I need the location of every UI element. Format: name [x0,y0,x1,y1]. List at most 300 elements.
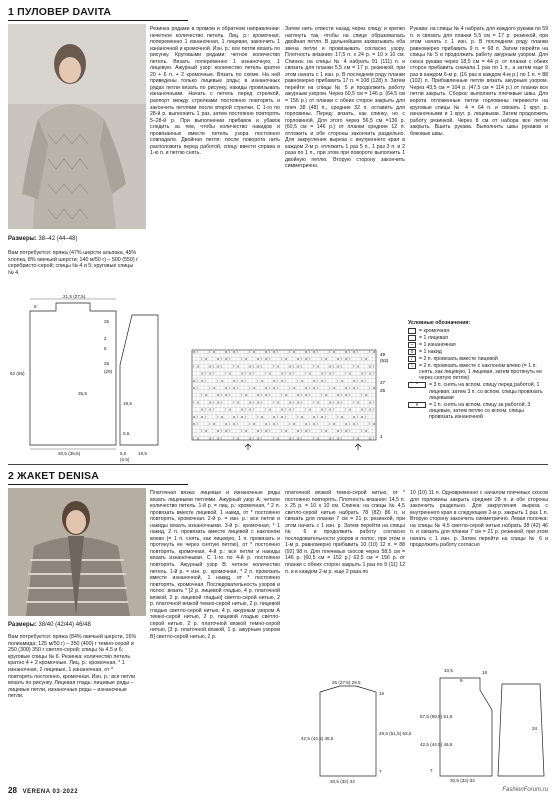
chart-stitch-symbol: o [341,413,344,419]
chart-stitch-symbol: o [345,421,348,426]
chart-stitch-symbol: o [305,421,308,426]
chart-stitch-symbol: \ [361,392,363,398]
schema-label: 21,5 (27,5) [63,294,86,299]
chart-stitch-symbol: / [301,435,303,441]
chart-stitch-symbol: \ [289,385,291,390]
chart-stitch-symbol: / [261,435,263,441]
chart-stitch-symbol: o [237,363,240,369]
chart-stitch-symbol: o [345,392,348,398]
chart-stitch-symbol: \ [361,428,363,434]
chart-stitch-symbol: \ [233,435,235,441]
chart-stitch-symbol: \ [353,363,355,369]
chart-stitch-symbol: / [277,421,279,426]
chart-stitch-symbol: o [313,349,316,354]
chart-stitch-symbol: / [357,377,359,383]
chart-stitch-symbol: o [281,370,284,376]
chart-stitch-symbol: \ [193,435,195,441]
chart-stitch-symbol: / [333,406,335,412]
chart-stitch-symbol: / [261,428,263,434]
chart-stitch-symbol: \ [257,377,259,383]
chart-stitch-symbol: \ [265,406,267,412]
chart-stitch-symbol: o [297,356,300,362]
chart-stitch-symbol: \ [201,356,203,362]
chart-stitch-symbol: \ [241,392,243,398]
chart-stitch-symbol: o [293,421,296,426]
chart-row-label: 49 [380,352,386,357]
chart-stitch-symbol: / [317,377,319,383]
chart-stitch-symbol: / [261,392,263,398]
chart-stitch-symbol: / [349,421,351,426]
chart-stitch-symbol: o [245,356,248,362]
chart-stitch-symbol: \ [193,363,195,369]
chart-stitch-symbol: \ [329,385,331,390]
chart-stitch-symbol: o [293,385,296,390]
chart-stitch-symbol: o [241,370,244,376]
chart-stitch-symbol: \ [353,435,355,441]
chart-stitch-symbol: o [209,435,212,441]
schema-label: 30,5 (32) 33 [450,778,475,783]
chart-stitch-symbol: o [225,392,228,398]
chart-stitch-symbol: / [309,392,311,398]
chart-stitch-symbol: o [337,363,340,369]
chart-stitch-symbol: o [225,428,228,434]
schema-label: 5 [104,346,107,351]
chart-stitch-symbol: o [257,392,260,398]
chart-stitch-symbol: o [193,421,196,426]
chart-stitch-symbol: o [257,428,260,434]
schema-label: 25 [104,361,110,366]
chart-stitch-symbol: \ [289,349,291,354]
chart-stitch-symbol: / [341,435,343,441]
chart-stitch-symbol: \ [313,363,315,369]
chart-stitch-symbol: / [309,349,311,354]
chart-stitch-symbol: / [301,356,303,362]
chart-stitch-symbol: / [341,363,343,369]
chart-stitch-symbol: \ [249,385,251,390]
chart-stitch-symbol: / [333,363,335,369]
chart-stitch-symbol: o [285,428,288,434]
chart-stitch-symbol: o [225,421,228,426]
site-watermark: FashionForum.ru [502,787,548,793]
chart-stitch-symbol: o [301,413,304,419]
chart-stitch-symbol: / [293,406,295,412]
chart-stitch-symbol: o [349,406,352,412]
chart-stitch-symbol: / [229,421,231,426]
text-block: Рукава: на спицы № 4 набрать для каждого рукава по 59 п. и связать для планки 5,5 см = 17 р. резинкой, при этом начать с 1 изн. р. В последнем ряду планки равномерно прибавить 9 п. = 68 п. Затем перейти на спицы № 5 и продолжить работу ажурным узором. Для скоса рукава через 18,5 см = 44 р. от планки с обеих сторон прибавить сначала 1 раз по 1 п., а затем еще 9 раз в каждом 6-м р. (16 раз в каждом 4-м р.) по 1 п. = 88 (102) п. Прибавленные петли вязать ажурным узором. Через 43,5 см = 104 р. (47,5 см = 114 р.) от планки все петли закрыть. Сборка: выполнить плечевые швы. Для ворота отложенные петли горловины перевести на круговые спицы № 4 = 64 п. и связать 1 круг. р. изнаночными и 1 круг. р. лицевыми. Затем продолжить работу резинкой. Через 8 см от набора все петли закрыть. Вшить рукава. Выполнить швы рукавов и боковые швы. [410,26,548,137]
chart-stitch-symbol: / [349,349,351,354]
chart-stitch-symbol: / [229,385,231,390]
column-2-2 [150,490,280,642]
chart-stitch-symbol: / [205,406,207,412]
chart-stitch-symbol: / [253,363,255,369]
chart-stitch-symbol: o [337,356,340,362]
chart-stitch-symbol: o [261,377,264,383]
chart-stitch-symbol: o [249,406,252,412]
chart-stitch-symbol: \ [337,413,339,419]
legend-item [408,363,548,382]
chart-stitch-symbol: o [329,435,332,441]
chart-stitch-symbol: / [373,370,375,376]
chart-stitch-symbol: o [353,349,356,354]
chart-stitch-symbol: / [341,428,343,434]
legend-item [408,328,548,334]
chart-stitch-symbol: o [221,413,224,419]
chart-stitch-symbol: / [213,363,215,369]
chart-stitch-symbol: \ [329,349,331,354]
chart-stitch-symbol: o [345,428,348,434]
chart-stitch-symbol: o [353,377,356,383]
chart-stitch-symbol: \ [369,349,371,354]
chart-stitch-symbol: / [349,385,351,390]
chart-stitch-symbol: o [325,392,328,398]
chart-stitch-symbol: / [221,399,223,405]
materials-text: Вам потребуется: пряжа (84% овечьей шерсти, 16% полиамида; 125 м/50 г) – 350 (400) г темно-серой и 250 (300) 350 г светло-серой; спицы № 4,5 и 6; круговые спицы № 6. Резинка: количество петель кратно 4 + 2 кромочные. Лиц. р.: кромочная, * 1 изнаночная, 2 лицевые, 1 изнаночная, от * повторять постоянно, кромочная. Изн. р.: все петли вязать по рисунку. Лицевая гладь: лицевые ряды – лицевые петли, изнаночные ряды – изнаночные петли. [8,634,137,700]
chart-stitch-symbol: o [253,421,256,426]
chart-stitch-symbol: / [373,363,375,369]
chart-stitch-symbol: \ [281,356,283,362]
chart-stitch-symbol: o [265,392,268,398]
chart-stitch-symbol: o [249,370,252,376]
magazine-name: VERENA 03·2022 [22,789,79,795]
schema-label: (29) [104,369,113,374]
chart-stitch-symbol: / [357,385,359,390]
chart-stitch-symbol: o [209,363,212,369]
chart-stitch-symbol: o [193,385,196,390]
schema-label: 9 [460,678,463,683]
chart-stitch-symbol: o [321,406,324,412]
chart-stitch-symbol: o [329,363,332,369]
chart-stitch-symbol: / [293,435,295,441]
chart-stitch-symbol: o [313,421,316,426]
chart-stitch-symbol: o [217,356,220,362]
chart-stitch-symbol: o [289,435,292,441]
legend-text: = кромочная [419,328,450,335]
chart-stitch-symbol: / [269,356,271,362]
chart-stitch-symbol: o [313,377,316,383]
schema-label: 30,5 (36,5) [58,451,81,456]
chart-stitch-symbol: / [301,363,303,369]
chart-stitch-symbol: o [249,435,252,441]
chart-stitch-symbol: \ [353,399,355,405]
chart-stitch-symbol: / [285,413,287,419]
chart-stitch-symbol: o [237,399,240,405]
chart-stitch-symbol: \ [273,399,275,405]
chart-stitch-symbol: o [213,421,216,426]
chart-stitch-symbol: / [245,413,247,419]
chart-stitch-symbol: / [213,370,215,376]
schema-label: 42,5 (44,5) 46,5 [301,736,334,741]
pattern-schema-2-back [300,680,412,784]
chart-stitch-symbol: o [297,435,300,441]
chart-stitch-symbol: / [317,413,319,419]
chart-row-label: (53) [380,358,389,363]
chart-stitch-symbol: / [277,349,279,354]
chart-stitch-symbol: / [213,399,215,405]
legend-symbol: \ [408,363,416,369]
chart-stitch-symbol: / [205,377,207,383]
chart-stitch-symbol: o [365,356,368,362]
column-1-2 [150,26,280,158]
text-block: платочной вязкой темно-серой нитью, от * постоянно повторять. Плотность вязания: 14,5 п. x 25 р. = 10 x 10 см. Спинка: на спицы № 4,5 светло-серой нитью набрать 78 (82) 86 п. и связать для планки 7 см = 21 р. резинкой, при этом начать с 1 изн. р. Затем перейти на спицы № 6 и продолжить работу согласно последовательности узоров и полос, при этом в 1-м р. равномерно прибавить 10 (10) 12 п. = 88 (92) 98 п. Для плечевых скосов через 58,5 см = 146 р. (60,5 см = 152 р.) 62,5 см = 156 р. от планки с обеих сторон закрыть 1 раз по 9 (11) 12 п. и в каждом 2-м р. еще 2 раза по [285,490,405,575]
chart-stitch-symbol: / [253,435,255,441]
chart-stitch-symbol: \ [297,377,299,383]
chart-stitch-symbol: / [285,406,287,412]
chart-stitch-symbol: / [237,349,239,354]
chart-stitch-symbol: o [361,413,364,419]
chart-stitch-symbol: o [369,406,372,412]
chart-stitch-symbol: o [273,413,276,419]
chart-stitch-symbol: o [309,406,312,412]
legend-symbol: / [408,356,416,362]
chart-stitch-symbol: o [297,392,300,398]
chart-stitch-symbol: o [369,363,372,369]
chart-stitch-symbol: / [221,435,223,441]
chart-stitch-symbol: o [361,377,364,383]
chart-stitch-symbol: o [329,399,332,405]
schema-label: 49,5 (51,5) 53,5 [379,731,412,736]
materials-1 [8,250,138,278]
pattern-schema-2-front [420,660,550,784]
schema-label: 7 [379,769,382,774]
schema-label: 62 (66) [10,371,25,376]
chart-stitch-symbol: o [357,363,360,369]
chart-stitch-symbol: o [353,413,356,419]
legend-symbol: v [408,402,426,408]
sizes-value: 38–42 (44–48) [38,236,78,242]
chart-stitch-symbol: / [277,385,279,390]
chart-stitch-symbol: \ [209,385,211,390]
chart-stitch-symbol: o [297,399,300,405]
chart-stitch-symbol: \ [369,421,371,426]
chart-stitch-symbol: / [261,363,263,369]
chart-stitch-symbol: / [261,356,263,362]
repeat-arrow-right [355,444,361,450]
chart-stitch-symbol: / [373,435,375,441]
chart-row-label: 1 [380,434,383,439]
chart-stitch-symbol: / [253,406,255,412]
text-block: 10 (10) 11 п. Одновременно с началом плечевых скосов для горловины закрыть средние 28 п. и обе стороны закончить раздельно. Для закругления выреза с внутреннего края в следующем 2-м р. закрыть 1 раз 1 п. Вторую сторону закончить симметрично. Левая полочка: на спицы № 4,5 светло-серой нитью набрать 38 (42) 46 п. и связать для планки 7 см = 21 р. резинкой, при этом начать с 1 изн. р. Затем перейти на спицы № 6 и продолжить работу согласно [410,490,548,549]
chart-stitch-symbol: o [365,392,368,398]
chart-stitch-symbol: \ [289,421,291,426]
text-block: Резинка рядами в прямом и обратном направлении: нечетное количество петель. Лиц. р.: кромочная, попеременно 1 изнаночная, 1 лицевая, закончить 1 изнаночной и кромочной. Изн. р.: все петли вязать по рисунку. Круговыми рядами: четное количество петель. Вязать попеременно 1 изнаночную, 1 лицевую. Ажурный узор: количество петель кратно 20 + 6 п. + 2 кромочные. Вязать по схеме. На ней приведены только лицевые ряды; в изнаночных рядах петли вязать по рисунку, накиды провязывать изнаночными. Начать с петель перед стрелкой, раппорт между стрелками постоянно повторять и закончить петлями после второй стрелки. С 1-го по 28-й р. выполнить 1 раз, затем постоянно повторять 5–28-й р. При выполнении прибавок и убавок следить за тем, чтобы количество накидов и провязанных вместе петель узора постоянно совпадало. Двойная петля: после поворота нить расположить перед работой, спицу ввести справа в 1-ю п. и петлю снять. [150,26,280,157]
chart-row-label: 25 [380,388,386,393]
chart-stitch-symbol: \ [217,413,219,419]
chart-stitch-symbol: o [345,356,348,362]
schema-label: 18,5 [123,401,132,406]
legend-text: = 2 п. провязать вместе лицевой [419,355,498,362]
chart-stitch-symbol: / [229,349,231,354]
chart-stitch-symbol: / [269,385,271,390]
legend-text: = 1 накид [419,348,442,355]
chart-stitch-symbol: o [277,363,280,369]
schema-label: (5,5) [120,457,130,462]
chart-stitch-symbol: o [265,349,268,354]
chart-stitch-symbol: o [201,406,204,412]
chart-stitch-symbol: o [305,349,308,354]
schema-label: 34 [532,726,538,731]
chart-stitch-symbol: o [249,363,252,369]
chart-stitch-symbol: o [345,349,348,354]
chart-stitch-symbol: o [293,349,296,354]
chart-stitch-symbol: o [265,428,268,434]
chart-stitch-symbol: o [273,377,276,383]
chart-stitch-symbol: o [225,385,228,390]
chart-stitch-symbol: \ [257,413,259,419]
chart-stitch-symbol: o [329,406,332,412]
chart-stitch-symbol: \ [337,377,339,383]
chart-stitch-symbol: / [357,349,359,354]
chart-stitch-symbol: o [289,406,292,412]
chart-stitch-symbol: / [285,377,287,383]
chart-row-label: 27 [380,380,386,385]
chart-stitch-symbol: o [369,435,372,441]
chart-stitch-symbol: / [285,370,287,376]
chart-stitch-symbol: o [245,392,248,398]
chart-stitch-symbol: / [213,406,215,412]
chart-stitch-symbol: / [237,385,239,390]
chart-stitch-symbol: / [357,421,359,426]
chart-stitch-symbol: / [269,428,271,434]
chart-stitch-symbol: o [313,385,316,390]
chart-stitch-symbol: o [249,399,252,405]
chart-stitch-symbol: \ [297,413,299,419]
chart-stitch-symbol: o [261,413,264,419]
chart-stitch-symbol: / [357,413,359,419]
chart-stitch-symbol: / [309,428,311,434]
chart-stitch-symbol: o [233,377,236,383]
chart-stitch-symbol: o [229,370,232,376]
schema-label: 2 [104,336,107,341]
chart-stitch-symbol: o [297,363,300,369]
chart-stitch-symbol: o [337,428,340,434]
text-block: Платочная вязка: лицевые и изнаночные ряды вязать лицевыми петлями. Ажурный узор А: четное количество петель. 1-й р. = лиц. р.: кромочная, * 2 п. провязать вместе лицевой, 1 накид, от * постоянно повторять, кромочная. 2-й р. = изн. р.: все петли и накиды вязать изнаночными. 3-й р.: кромочная, * 1 накид, 2 п. провязать вместе лицевой с наклоном влево (= 1 п. снять, как лицевую, 1 п. провязать и протянуть ее через снятую петлю), от * постоянно повторять, кромочная. 4-й р.: все петли и накиды вязать изнаночными. С 1-го по 4-й р. постоянно повторять. Ажурный узор В: четное количество петель. 1-й р. = изн. р.: кромочная, * 2 п. провязать вместе изнаночной, 1 накид, от * постоянно повторять, кромочная. Последовательность узоров и полос: вязать * [2 р. лицевой гладью, 4 р. платочной вязкой, 2 р. лицевой гладью] светло-серой нитью, 2 р. платочной вязкой темно-серой нитью, 2 р. лицевой гладью светло-серой нитью, 4 р. ажурным узором А темно-серой нитью, 2 р. лицевой гладью светло-серой нитью, 2 р. платочной вязкой темно-серой нитью, [3 р. платочной вязкой, 1 р. ажурным узором В] светло-серой нитью, 2 р. [150,490,280,641]
chart-stitch-symbol: o [265,356,268,362]
chart-stitch-symbol: o [317,399,320,405]
chart-stitch-symbol: / [365,370,367,376]
chart-stitch-symbol: o [325,428,328,434]
chart-stitch-symbol: o [201,413,204,419]
repeat-arrow-left [245,444,251,450]
chart-stitch-symbol: o [265,385,268,390]
chart-stitch-symbol: / [325,413,327,419]
chart-stitch-symbol: o [373,385,376,390]
chart-stitch-symbol: / [325,406,327,412]
column-1-3 [285,26,405,171]
legend-symbol: ^ [408,382,426,388]
materials-2 [8,634,138,702]
column-2-3 [285,490,405,576]
chart-stitch-symbol: o [289,363,292,369]
legend-item [408,402,548,421]
chart-stitch-symbol: \ [233,363,235,369]
chart-stitch-symbol: o [225,356,228,362]
chart-stitch-symbol: o [193,377,196,383]
schema-label: 5,5 [123,431,130,436]
chart-stitch-symbol: o [197,435,200,441]
chart-stitch-symbol: o [241,377,244,383]
schema-label: 30,5 (32) 34 [330,779,355,784]
chart-stitch-symbol: o [201,370,204,376]
chart-stitch-symbol: / [293,370,295,376]
chart-stitch-symbol: o [221,377,224,383]
chart-stitch-symbol: / [309,356,311,362]
chart-stitch-symbol: o [257,356,260,362]
chart-stitch-symbol: / [309,421,311,426]
chart-stitch-symbol: / [365,413,367,419]
chart-stitch-symbol: o [281,377,284,383]
chart-stitch-symbol: o [233,421,236,426]
chart-stitch-symbol: o [217,428,220,434]
chart-stitch-symbol: \ [217,377,219,383]
chart-stitch-symbol: / [237,377,239,383]
chart-stitch-symbol: / [197,377,199,383]
chart-stitch-symbol: o [333,421,336,426]
column-1-4 [410,26,548,138]
chart-stitch-symbol: o [365,428,368,434]
chart-stitch-symbol: o [349,370,352,376]
chart-stitch-symbol: o [213,385,216,390]
chart-stitch-symbol: \ [281,428,283,434]
chart-stitch-symbol: o [321,377,324,383]
chart-stitch-symbol: o [277,399,280,405]
chart-stitch-symbol: \ [193,399,195,405]
legend-item [408,342,548,348]
chart-stitch-symbol: / [333,399,335,405]
chart-stitch-symbol: o [233,385,236,390]
legend-title: Условные обозначения: [408,320,471,326]
chart-stitch-symbol: o [301,377,304,383]
section-2-rule [8,484,188,485]
chart-stitch-symbol: / [309,385,311,390]
chart-stitch-symbol: o [337,399,340,405]
legend-item [408,382,548,401]
chart-stitch-symbol: o [217,399,220,405]
sizes-1 [8,236,77,243]
chart-stitch-symbol: \ [209,349,211,354]
chart-stitch-symbol: \ [241,428,243,434]
chart-stitch-symbol: o [297,428,300,434]
sizes-value: 38/40 (42/44) 46/48 [38,622,91,628]
chart-stitch-symbol: / [213,435,215,441]
chart-stitch-symbol: / [333,435,335,441]
chart-stitch-symbol: \ [209,421,211,426]
chart-stitch-symbol: / [333,370,335,376]
chart-stitch-symbol: \ [265,370,267,376]
chart-stitch-symbol: o [205,392,208,398]
chart-stitch-symbol: o [217,392,220,398]
chart-stitch-symbol: o [285,356,288,362]
chart-stitch-symbol: o [305,356,308,362]
legend-symbol [408,328,416,334]
chart-stitch-symbol: o [237,435,240,441]
legend-item [408,335,548,341]
chart-stitch-symbol: / [269,349,271,354]
chart-stitch-symbol: o [273,421,276,426]
chart-stitch-symbol: / [277,413,279,419]
chart-stitch-symbol: / [317,385,319,390]
chart-stitch-symbol: \ [313,435,315,441]
chart-stitch-symbol: o [353,385,356,390]
section-divider [8,464,548,465]
chart-stitch-symbol: \ [369,385,371,390]
chart-stitch-symbol: / [365,377,367,383]
chart-stitch-symbol: o [205,356,208,362]
section-1-title: 1 ПУЛОВЕР DAVITA [8,6,112,18]
chart-stitch-symbol: o [305,428,308,434]
chart-stitch-symbol: / [229,392,231,398]
chart-stitch-symbol: / [221,363,223,369]
chart-stitch-symbol: o [233,349,236,354]
